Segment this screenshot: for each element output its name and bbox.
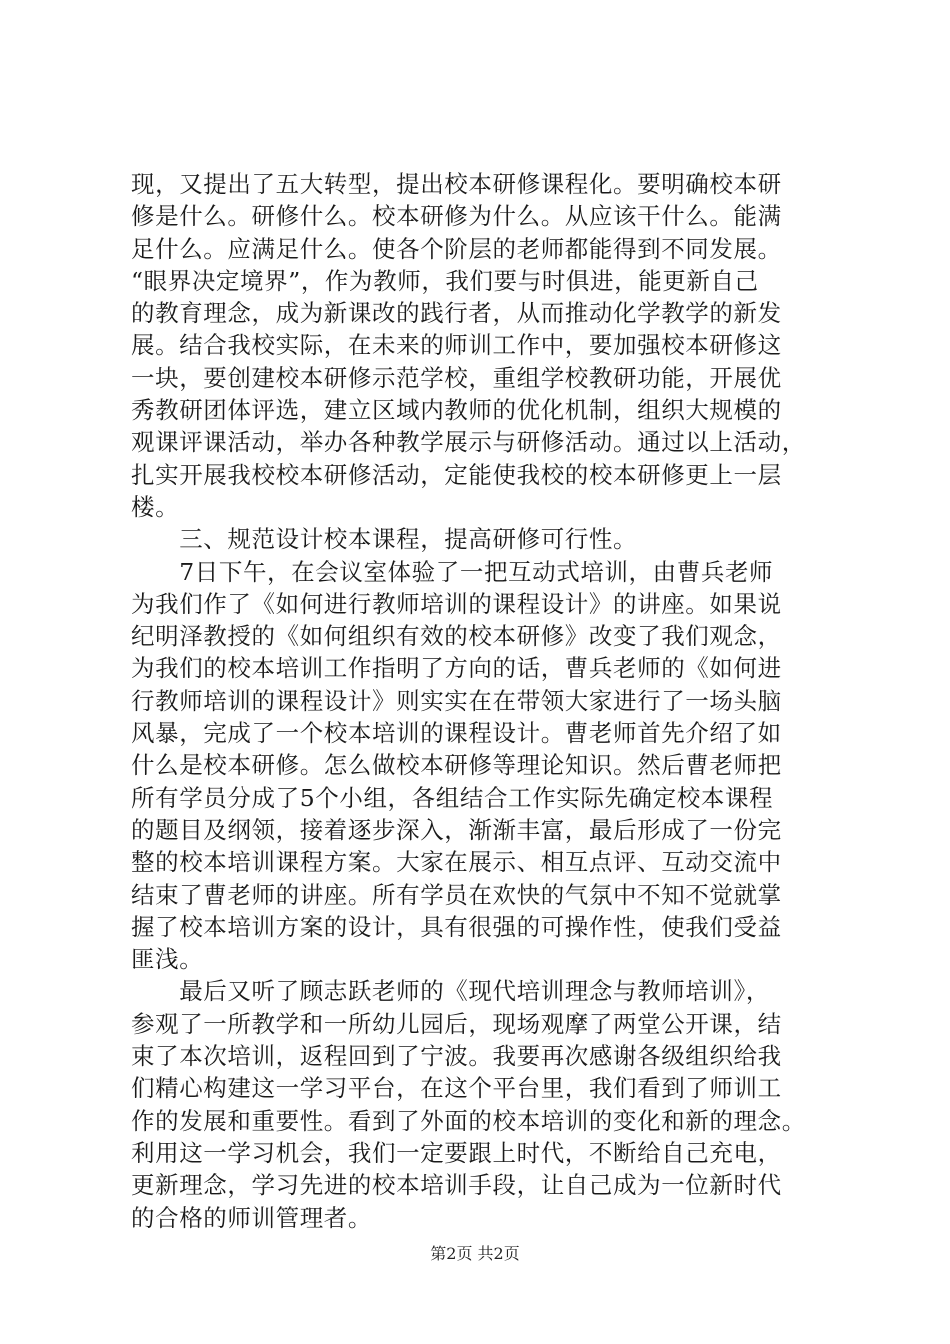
document-body — [131, 168, 821, 1234]
text-line: 利用这一学习机会，我们一定要跟上时代，不断给自己充电， — [131, 1138, 782, 1167]
text-line: 束了本次培训，返程回到了宁波。我要再次感谢各级组织给我 — [131, 1042, 782, 1071]
text-line: 修是什么。研修什么。校本研修为什么。从应该干什么。能满 — [131, 202, 782, 231]
text-line: 秀教研团体评选，建立区域内教师的优化机制，组织大规模的 — [131, 396, 782, 425]
text-line: 展。结合我校实际，在未来的师训工作中，要加强校本研修这 — [131, 331, 782, 360]
text-line: 7日下午，在会议室体验了一把互动式培训，由曹兵老师 — [131, 557, 774, 586]
text-line: 风暴，完成了一个校本培训的课程设计。曹老师首先介绍了如 — [131, 719, 782, 748]
text-line: 的题目及纲领，接着逐步深入，渐渐丰富，最后形成了一份完 — [131, 815, 782, 844]
text-line: 为我们作了《如何进行教师培训的课程设计》的讲座。如果说 — [131, 589, 782, 618]
text-line: 足什么。应满足什么。使各个阶层的老师都能得到不同发展。 — [131, 234, 782, 263]
text-line: 匪浅。 — [131, 945, 204, 974]
text-line: “眼界决定境界”，作为教师，我们要与时俱进，能更新自己 — [131, 266, 759, 295]
text-line: 最后又听了顾志跃老师的《现代培训理念与教师培训》， — [131, 977, 770, 1006]
text-line: 整的校本培训课程方案。大家在展示、相互点评、互动交流中 — [131, 848, 782, 877]
text-line: 更新理念，学习先进的校本培训手段，让自己成为一位新时代 — [131, 1171, 782, 1200]
text-line: 作的发展和重要性。看到了外面的校本培训的变化和新的理念。 — [131, 1106, 806, 1135]
text-line: 行教师培训的课程设计》则实实在在带领大家进行了一场头脑 — [131, 686, 782, 715]
text-line: 观课评课活动，举办各种教学展示与研修活动。通过以上活动， — [131, 428, 806, 457]
text-line: 参观了一所教学和一所幼儿园后，现场观摩了两堂公开课，结 — [131, 1009, 782, 1038]
text-line: 扎实开展我校校本研修活动，定能使我校的校本研修更上一层 — [131, 460, 782, 489]
text-line: 握了校本培训方案的设计，具有很强的可操作性，使我们受益 — [131, 912, 782, 941]
text-line: 的合格的师训管理者。 — [131, 1203, 372, 1232]
text-line: 一块，要创建校本研修示范学校，重组学校教研功能，开展优 — [131, 363, 782, 392]
text-line: 的教育理念，成为新课改的践行者，从而推动化学教学的新发 — [131, 299, 782, 328]
text-line: 们精心构建这一学习平台，在这个平台里，我们看到了师训工 — [131, 1074, 782, 1103]
text-line: 为我们的校本培训工作指明了方向的话，曹兵老师的《如何进 — [131, 654, 782, 683]
text-line: 纪明泽教授的《如何组织有效的校本研修》改变了我们观念， — [131, 622, 782, 651]
text-line: 现，又提出了五大转型，提出校本研修课程化。要明确校本研 — [131, 170, 782, 198]
page-number-footer: 第2页 共2页 — [430, 1244, 520, 1263]
text-line: 楼。 — [131, 492, 180, 521]
text-line: 什么是校本研修。怎么做校本研修等理论知识。然后曹老师把 — [131, 751, 782, 780]
text-line: 结束了曹老师的讲座。所有学员在欢快的气氛中不知不觉就掌 — [131, 880, 782, 909]
text-line: 所有学员分成了5个小组，各组结合工作实际先确定校本课程 — [131, 783, 774, 812]
section-heading: 三、规范设计校本课程，提高研修可行性。 — [131, 525, 638, 554]
